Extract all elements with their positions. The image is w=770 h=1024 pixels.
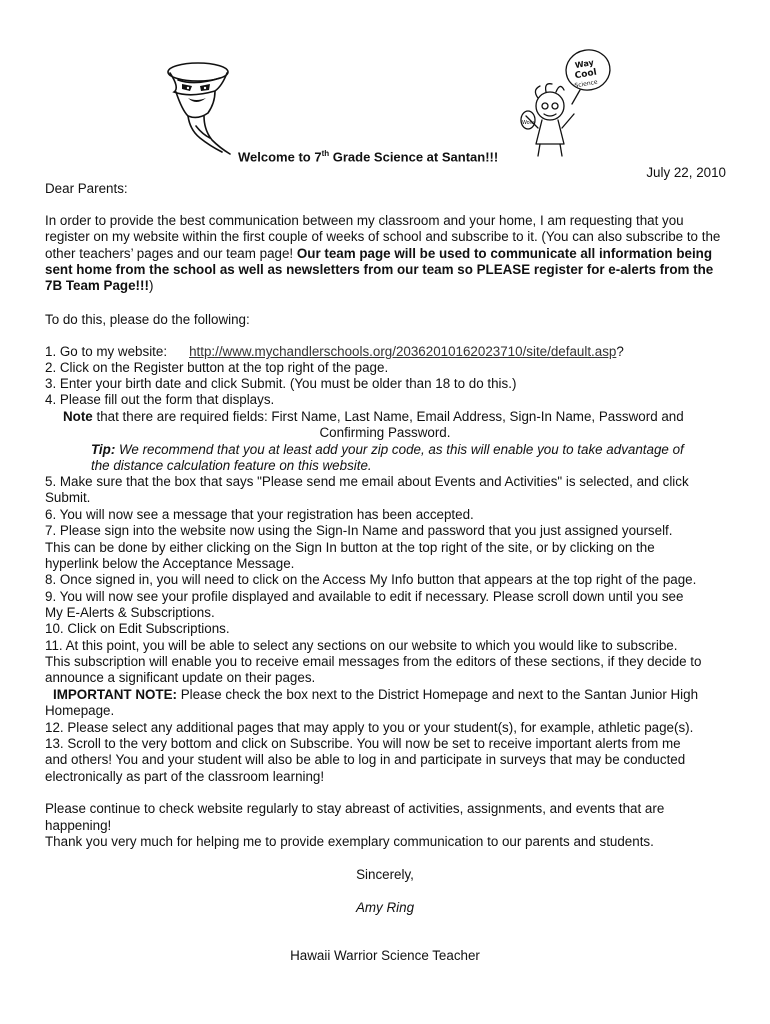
greeting: Dear Parents: — [45, 181, 128, 196]
letter-date: July 22, 2010 — [646, 165, 726, 180]
step-12: 12. Please select any additional pages that may apply to you or your student(s), for example, athletic page(s). — [45, 720, 694, 735]
step-11-cont: This subscription will enable you to receive email messages from the editors of these sections, if they decide to — [45, 654, 702, 669]
todo-heading: To do this, please do the following: — [45, 312, 250, 327]
step-3: 3. Enter your birth date and click Submit. (You must be older than 18 to do this.) — [45, 376, 517, 391]
svg-text:Cool: Cool — [574, 67, 598, 82]
tornado-cartoon-icon — [160, 58, 240, 158]
sincerely: Sincerely, — [356, 867, 414, 882]
step-13: 13. Scroll to the very bottom and click on Subscribe. You will now be set to receive important alerts from me — [45, 736, 681, 751]
signature-name: Amy Ring — [355, 900, 415, 915]
intro-paragraph: In order to provide the best communication between my classroom and your home, I am requesting that you register on my website within the first couple of weeks of school and subscribe to it. (You can also subscribe to the other teachers’ pages and our team page! Our team page will be used to communicate all information being sent home from the school as well as newsletters from our team so PLEASE register for e-alerts from the 7B Team Page!!!) — [45, 213, 721, 294]
tip-line: Tip: We recommend that you at least add your zip code, as this will enable you to take advantage of — [91, 442, 684, 457]
step-8: 8. Once signed in, you will need to click on the Access My Info button that appears at the top right of the page. — [45, 572, 697, 587]
step-5-cont: Submit. — [45, 490, 91, 505]
note-line: Note that there are required fields: First Name, Last Name, Email Address, Sign-In Name, Password and — [63, 409, 684, 424]
website-link[interactable]: http://www.mychandlerschools.org/20362010162023710/site/default.asp — [189, 344, 617, 359]
signature-role: Hawaii Warrior Science Teacher — [290, 948, 480, 963]
step-9-cont: My E-Alerts & Subscriptions. — [45, 605, 215, 620]
step-11-cont-2: announce a significant update on their pages. — [45, 670, 316, 685]
step-2: 2. Click on the Register button at the top right of the page. — [45, 360, 389, 375]
svg-text:Wow!: Wow! — [522, 120, 536, 126]
step-5: 5. Make sure that the box that says "Please send me email about Events and Activities" is selected, and click — [45, 474, 689, 489]
thank-you-line: Thank you very much for helping me to provide exemplary communication to our parents and students. — [45, 834, 654, 849]
important-note: IMPORTANT NOTE: Please check the box next to the District Homepage and next to the Santan Junior High — [53, 687, 699, 702]
step-11: 11. At this point, you will be able to select any sections on our website to which you would like to subscribe. — [45, 638, 678, 653]
tip-line-2: the distance calculation feature on this website. — [91, 458, 372, 473]
svg-text:Science: Science — [573, 78, 599, 90]
step-6: 6. You will now see a message that your registration has been accepted. — [45, 507, 474, 522]
svg-text:Way: Way — [574, 57, 595, 71]
step-9: 9. You will now see your profile displayed and available to edit if necessary. Please scroll down until you see — [45, 589, 684, 604]
step-13-cont: and others! You and your student will also be able to log in and participate in surveys that may be conducted — [45, 752, 686, 767]
closing-paragraph: Please continue to check website regularly to stay abreast of activities, assignments, and events that are — [45, 801, 665, 816]
step-7: 7. Please sign into the website now using the Sign-In Name and password that you just assigned yourself. — [45, 523, 673, 538]
step-4: 4. Please fill out the form that displays. — [45, 392, 275, 407]
step-7-cont: This can be done by either clicking on the Sign In button at the top right of the site, or by clicking on the — [45, 540, 655, 555]
step-13-cont-2: electronically as part of the classroom learning! — [45, 769, 325, 784]
note-line-2: Confirming Password. — [319, 425, 451, 440]
letter-title: Welcome to 7th Grade Science at Santan!!! — [238, 149, 499, 165]
scientist-cartoon-icon — [518, 44, 618, 159]
closing-paragraph-cont: happening! — [45, 818, 112, 833]
step-7-cont-2: hyperlink below the Acceptance Message. — [45, 556, 295, 571]
step-1: 1. Go to my website: http://www.mychandlerschools.org/20362010162023710/site/default.asp? — [45, 344, 624, 359]
important-note-cont: Homepage. — [45, 703, 115, 718]
step-10: 10. Click on Edit Subscriptions. — [45, 621, 230, 636]
